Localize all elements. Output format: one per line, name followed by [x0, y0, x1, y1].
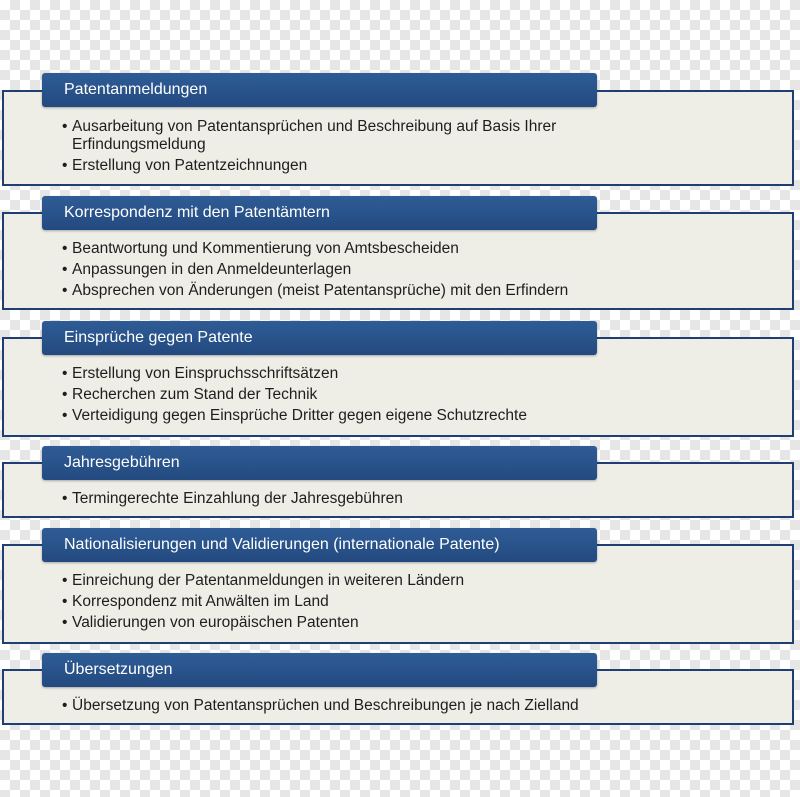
list-item: • Verteidigung gegen Einsprüche Dritter gegen eigene Schutzrechte: [62, 407, 622, 425]
section-header: Einsprüche gegen Patente: [42, 321, 597, 355]
section-header: Patentanmeldungen: [42, 73, 597, 107]
item-list: [62, 490, 622, 511]
list-item: • Validierungen von europäischen Patenten: [62, 614, 622, 632]
section-header: Übersetzungen: [42, 653, 597, 687]
item-list: [62, 365, 622, 428]
section-header: Korrespondenz mit den Patentämtern: [42, 196, 597, 230]
item-list: [62, 697, 622, 718]
list-item: • Beantwortung und Kommentierung von Amtsbescheiden: [62, 240, 622, 258]
item-list: [62, 118, 622, 178]
list-item: • Recherchen zum Stand der Technik: [62, 386, 622, 404]
list-item: • Einreichung der Patentanmeldungen in weiteren Ländern: [62, 572, 622, 590]
item-list: [62, 240, 622, 303]
list-item: • Erstellung von Einspruchsschriftsätzen: [62, 365, 622, 383]
item-list: [62, 572, 622, 635]
list-item: • Termingerechte Einzahlung der Jahresgebühren: [62, 490, 622, 508]
list-item: • Erstellung von Patentzeichnungen: [62, 157, 622, 175]
section-header: Jahresgebühren: [42, 446, 597, 480]
list-item: • Übersetzung von Patentansprüchen und Beschreibungen je nach Zielland: [62, 697, 622, 715]
list-item: • Absprechen von Änderungen (meist Patentansprüche) mit den Erfindern: [62, 282, 622, 300]
list-item: • Korrespondenz mit Anwälten im Land: [62, 593, 622, 611]
section-header: Nationalisierungen und Validierungen (internationale Patente): [42, 528, 597, 562]
list-item: • Anpassungen in den Anmeldeunterlagen: [62, 261, 622, 279]
list-item: • Ausarbeitung von Patentansprüchen und Beschreibung auf Basis Ihrer Erfindungsmeldung: [62, 118, 612, 154]
